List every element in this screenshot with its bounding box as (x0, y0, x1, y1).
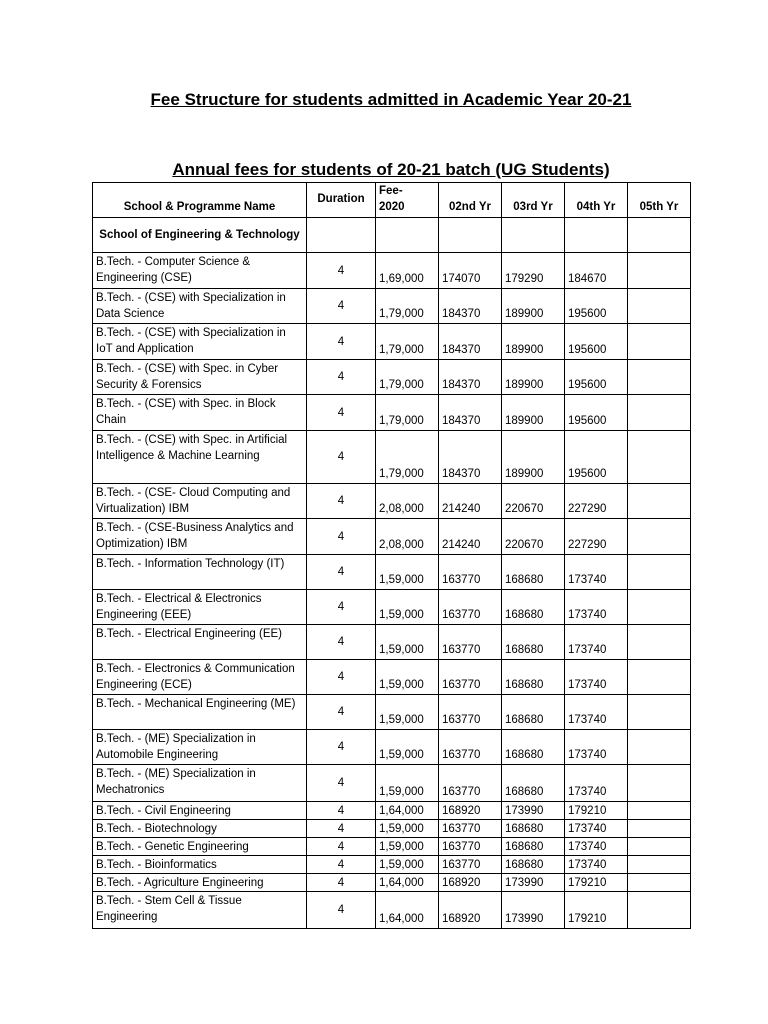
year5-fee-cell (628, 856, 691, 874)
fee-2020-cell: 1,64,000 (376, 874, 439, 892)
duration-cell: 4 (307, 838, 376, 856)
table-row (93, 395, 691, 431)
duration-cell: 4 (307, 820, 376, 838)
year3-fee-cell: 220670 (502, 519, 565, 555)
fee-table (92, 182, 691, 929)
duration-cell: 4 (307, 802, 376, 820)
school-row (93, 218, 691, 253)
programme-name: B.Tech. - (CSE) with Spec. in Block Chain (93, 395, 307, 431)
year5-fee-cell (628, 395, 691, 431)
fee-2020-cell: 1,59,000 (376, 555, 439, 590)
year5-fee-cell (628, 431, 691, 484)
header-fee-line2: 2020 (379, 201, 405, 213)
year4-fee-cell: 173740 (565, 555, 628, 590)
table-row (93, 695, 691, 730)
year3-fee-cell: 173990 (502, 802, 565, 820)
year5-fee-cell (628, 324, 691, 360)
year5-fee-cell (628, 660, 691, 695)
table-row (93, 765, 691, 802)
year5-fee-cell (628, 555, 691, 590)
fee-2020-cell: 1,79,000 (376, 360, 439, 395)
year2-fee-cell: 163770 (439, 820, 502, 838)
year5-fee-cell (628, 360, 691, 395)
programme-name: B.Tech. - Computer Science & Engineering (CSE) (93, 253, 307, 289)
year4-fee-cell: 179210 (565, 892, 628, 929)
duration-cell: 4 (307, 660, 376, 695)
year5-fee-cell (628, 874, 691, 892)
year2-fee-cell: 163770 (439, 660, 502, 695)
duration-cell: 4 (307, 431, 376, 484)
table-row (93, 590, 691, 625)
year2-fee-cell: 184370 (439, 289, 502, 324)
year4-fee-cell: 179210 (565, 874, 628, 892)
programme-name: B.Tech. - Electronics & Communication Engineering (ECE) (93, 660, 307, 695)
year5-fee-cell (628, 838, 691, 856)
year3-fee-cell: 179290 (502, 253, 565, 289)
duration-cell: 4 (307, 590, 376, 625)
fee-2020-cell: 2,08,000 (376, 484, 439, 519)
year2-fee-cell: 214240 (439, 484, 502, 519)
header-duration: Duration (307, 183, 376, 218)
programme-name: B.Tech. - Bioinformatics (93, 856, 307, 874)
year3-fee-cell: 168680 (502, 856, 565, 874)
year3-fee-cell: 189900 (502, 431, 565, 484)
duration-cell: 4 (307, 625, 376, 660)
year5-fee-cell (628, 253, 691, 289)
school-name: School of Engineering & Technology (93, 218, 307, 253)
table-row (93, 431, 691, 484)
year2-fee-cell: 163770 (439, 765, 502, 802)
table-row (93, 892, 691, 929)
year4-fee-cell: 173740 (565, 625, 628, 660)
table-title: Annual fees for students of 20-21 batch (UG Students) (172, 160, 610, 179)
year3-fee-cell: 168680 (502, 660, 565, 695)
table-row (93, 484, 691, 519)
table-row (93, 802, 691, 820)
header-row (93, 183, 691, 218)
header-yr4: 04th Yr (565, 183, 628, 218)
year5-fee-cell (628, 820, 691, 838)
year4-fee-cell: 195600 (565, 289, 628, 324)
table-row (93, 324, 691, 360)
programme-name: B.Tech. - Electrical Engineering (EE) (93, 625, 307, 660)
year5-fee-cell (628, 695, 691, 730)
year2-fee-cell: 184370 (439, 360, 502, 395)
programme-name: B.Tech. - Stem Cell & Tissue Engineering (93, 892, 307, 929)
table-row (93, 838, 691, 856)
year5-fee-cell (628, 802, 691, 820)
year3-fee-cell: 220670 (502, 484, 565, 519)
page-title: Fee Structure for students admitted in Academic Year 20-21 (150, 90, 632, 109)
year4-fee-cell: 173740 (565, 765, 628, 802)
programme-name: B.Tech. - (CSE) with Specialization in IoT and Application (93, 324, 307, 360)
fee-2020-cell: 1,59,000 (376, 695, 439, 730)
table-row (93, 253, 691, 289)
year4-fee-cell: 195600 (565, 431, 628, 484)
programme-name: B.Tech. - Electrical & Electronics Engineering (EEE) (93, 590, 307, 625)
programme-name: B.Tech. - (ME) Specialization in Automobile Engineering (93, 730, 307, 765)
year4-fee-cell: 173740 (565, 730, 628, 765)
year2-fee-cell: 163770 (439, 695, 502, 730)
fee-2020-cell: 2,08,000 (376, 519, 439, 555)
header-yr3: 03rd Yr (502, 183, 565, 218)
year4-fee-cell: 173740 (565, 856, 628, 874)
fee-2020-cell: 1,79,000 (376, 431, 439, 484)
programme-name: B.Tech. - (CSE) with Specialization in Data Science (93, 289, 307, 324)
fee-2020-cell: 1,64,000 (376, 802, 439, 820)
year3-fee-cell: 173990 (502, 874, 565, 892)
table-row (93, 874, 691, 892)
fee-2020-cell: 1,79,000 (376, 395, 439, 431)
year4-fee-cell: 173740 (565, 590, 628, 625)
year5-fee-cell (628, 730, 691, 765)
duration-cell: 4 (307, 856, 376, 874)
year3-fee-cell: 189900 (502, 324, 565, 360)
year2-fee-cell: 174070 (439, 253, 502, 289)
year5-fee-cell (628, 625, 691, 660)
table-row (93, 519, 691, 555)
year4-fee-cell: 227290 (565, 484, 628, 519)
programme-name: B.Tech. - Agriculture Engineering (93, 874, 307, 892)
fee-2020-cell: 1,59,000 (376, 856, 439, 874)
year3-fee-cell: 168680 (502, 555, 565, 590)
fee-2020-cell: 1,59,000 (376, 765, 439, 802)
year3-fee-cell: 168680 (502, 838, 565, 856)
year2-fee-cell: 184370 (439, 431, 502, 484)
year5-fee-cell (628, 484, 691, 519)
year4-fee-cell: 195600 (565, 360, 628, 395)
year2-fee-cell: 168920 (439, 802, 502, 820)
table-row (93, 820, 691, 838)
programme-name: B.Tech. - (CSE) with Spec. in Cyber Security & Forensics (93, 360, 307, 395)
year5-fee-cell (628, 519, 691, 555)
year3-fee-cell: 168680 (502, 590, 565, 625)
year2-fee-cell: 163770 (439, 838, 502, 856)
duration-cell: 4 (307, 874, 376, 892)
duration-cell: 4 (307, 730, 376, 765)
year2-fee-cell: 163770 (439, 856, 502, 874)
duration-cell: 4 (307, 324, 376, 360)
year2-fee-cell: 163770 (439, 590, 502, 625)
programme-name: B.Tech. - (CSE) with Spec. in Artificial Intelligence & Machine Learning (93, 431, 307, 484)
header-yr5: 05th Yr (628, 183, 691, 218)
year4-fee-cell: 195600 (565, 395, 628, 431)
header-name: School & Programme Name (93, 183, 307, 218)
year2-fee-cell: 168920 (439, 892, 502, 929)
programme-name: B.Tech. - (CSE- Cloud Computing and Virtualization) IBM (93, 484, 307, 519)
year5-fee-cell (628, 892, 691, 929)
fee-2020-cell: 1,79,000 (376, 289, 439, 324)
year4-fee-cell: 173740 (565, 695, 628, 730)
duration-cell: 4 (307, 519, 376, 555)
duration-cell: 4 (307, 555, 376, 590)
year3-fee-cell: 189900 (502, 395, 565, 431)
header-fee (376, 183, 439, 218)
year3-fee-cell: 168680 (502, 625, 565, 660)
year2-fee-cell: 163770 (439, 555, 502, 590)
year4-fee-cell: 195600 (565, 324, 628, 360)
table-row (93, 625, 691, 660)
year2-fee-cell: 163770 (439, 625, 502, 660)
year2-fee-cell: 184370 (439, 395, 502, 431)
table-row (93, 730, 691, 765)
programme-name: B.Tech. - Information Technology (IT) (93, 555, 307, 590)
table-row (93, 289, 691, 324)
table-row (93, 360, 691, 395)
header-yr2: 02nd Yr (439, 183, 502, 218)
duration-cell: 4 (307, 695, 376, 730)
year3-fee-cell: 168680 (502, 695, 565, 730)
fee-2020-cell: 1,79,000 (376, 324, 439, 360)
fee-2020-cell: 1,69,000 (376, 253, 439, 289)
duration-cell: 4 (307, 395, 376, 431)
fee-2020-cell: 1,59,000 (376, 820, 439, 838)
duration-cell: 4 (307, 289, 376, 324)
programme-name: B.Tech. - (CSE-Business Analytics and Optimization) IBM (93, 519, 307, 555)
year2-fee-cell: 163770 (439, 730, 502, 765)
year4-fee-cell: 173740 (565, 660, 628, 695)
year2-fee-cell: 214240 (439, 519, 502, 555)
year4-fee-cell: 173740 (565, 838, 628, 856)
duration-cell: 4 (307, 765, 376, 802)
year5-fee-cell (628, 765, 691, 802)
programme-name: B.Tech. - Mechanical Engineering (ME) (93, 695, 307, 730)
duration-cell: 4 (307, 892, 376, 929)
table-row (93, 856, 691, 874)
fee-2020-cell: 1,59,000 (376, 730, 439, 765)
year3-fee-cell: 189900 (502, 360, 565, 395)
table-row (93, 555, 691, 590)
fee-2020-cell: 1,59,000 (376, 838, 439, 856)
duration-cell: 4 (307, 360, 376, 395)
programme-name: B.Tech. - (ME) Specialization in Mechatronics (93, 765, 307, 802)
header-fee-line1: Fee- (379, 185, 403, 197)
year3-fee-cell: 189900 (502, 289, 565, 324)
year4-fee-cell: 179210 (565, 802, 628, 820)
year3-fee-cell: 168680 (502, 820, 565, 838)
year4-fee-cell: 184670 (565, 253, 628, 289)
year2-fee-cell: 168920 (439, 874, 502, 892)
fee-2020-cell: 1,59,000 (376, 625, 439, 660)
year4-fee-cell: 227290 (565, 519, 628, 555)
table-row (93, 660, 691, 695)
year4-fee-cell: 173740 (565, 820, 628, 838)
duration-cell: 4 (307, 484, 376, 519)
year5-fee-cell (628, 289, 691, 324)
duration-cell: 4 (307, 253, 376, 289)
fee-2020-cell: 1,59,000 (376, 660, 439, 695)
year3-fee-cell: 168680 (502, 730, 565, 765)
fee-2020-cell: 1,59,000 (376, 590, 439, 625)
year3-fee-cell: 168680 (502, 765, 565, 802)
programme-name: B.Tech. - Genetic Engineering (93, 838, 307, 856)
fee-2020-cell: 1,64,000 (376, 892, 439, 929)
year5-fee-cell (628, 590, 691, 625)
programme-name: B.Tech. - Civil Engineering (93, 802, 307, 820)
year3-fee-cell: 173990 (502, 892, 565, 929)
year2-fee-cell: 184370 (439, 324, 502, 360)
programme-name: B.Tech. - Biotechnology (93, 820, 307, 838)
